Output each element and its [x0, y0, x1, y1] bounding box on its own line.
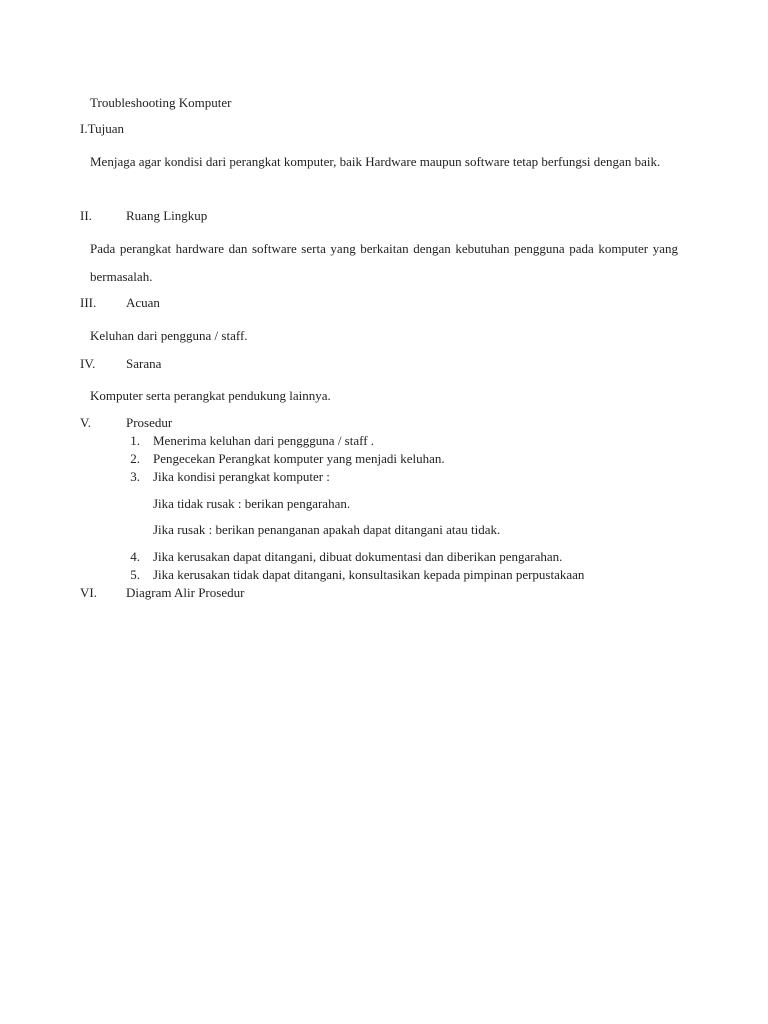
section-1-heading	[80, 121, 124, 137]
section-6-numeral: VI.	[80, 585, 97, 600]
step-number: 3.	[130, 469, 140, 484]
step-number: 2.	[130, 451, 140, 466]
step-text: Pengecekan Perangkat komputer yang menjadi keluhan.	[153, 451, 445, 466]
section-5-numeral: V.	[80, 415, 91, 430]
step-text: Menerima keluhan dari penggguna / staff .	[153, 433, 375, 448]
step-text: Jika kerusakan dapat ditangani, dibuat dokumentasi dan diberikan pengarahan.	[153, 549, 563, 564]
document-title: Troubleshooting Komputer	[90, 95, 232, 110]
section-2-title: Ruang Lingkup	[126, 208, 208, 223]
section-4-body: Komputer serta perangkat pendukung lainnya.	[90, 388, 331, 403]
section-3-numeral: III.	[80, 295, 97, 310]
section-4-numeral: IV.	[80, 356, 96, 371]
section-4-title: Sarana	[126, 356, 162, 371]
section-1-body: Menjaga agar kondisi dari perangkat komputer, baik Hardware maupun software tetap berfungsi dengan baik.	[90, 154, 661, 169]
section-5-title: Prosedur	[126, 415, 173, 430]
step-number: 4.	[130, 549, 140, 564]
section-2-body: Pada perangkat hardware dan software serta yang berkaitan dengan kebutuhan pengguna pada komputer yang bermasalah.	[90, 241, 678, 284]
section-6-title: Diagram Alir Prosedur	[126, 585, 245, 600]
step-number: 1.	[130, 433, 140, 448]
step-text: Jika kondisi perangkat komputer :	[153, 469, 330, 484]
section-1-title: Tujuan	[87, 121, 124, 136]
section-3-body: Keluhan dari pengguna / staff.	[90, 328, 248, 343]
sub-item: Jika tidak rusak : berikan pengarahan.	[153, 496, 351, 511]
step-text: Jika kerusakan tidak dapat ditangani, konsultasikan kepada pimpinan perpustakaan	[153, 567, 585, 582]
sub-item: Jika rusak : berikan penanganan apakah dapat ditangani atau tidak.	[153, 522, 501, 537]
section-1-numeral: I.	[80, 121, 88, 136]
section-2-numeral: II.	[80, 208, 92, 223]
section-3-title: Acuan	[126, 295, 160, 310]
step-number: 5.	[130, 567, 140, 582]
